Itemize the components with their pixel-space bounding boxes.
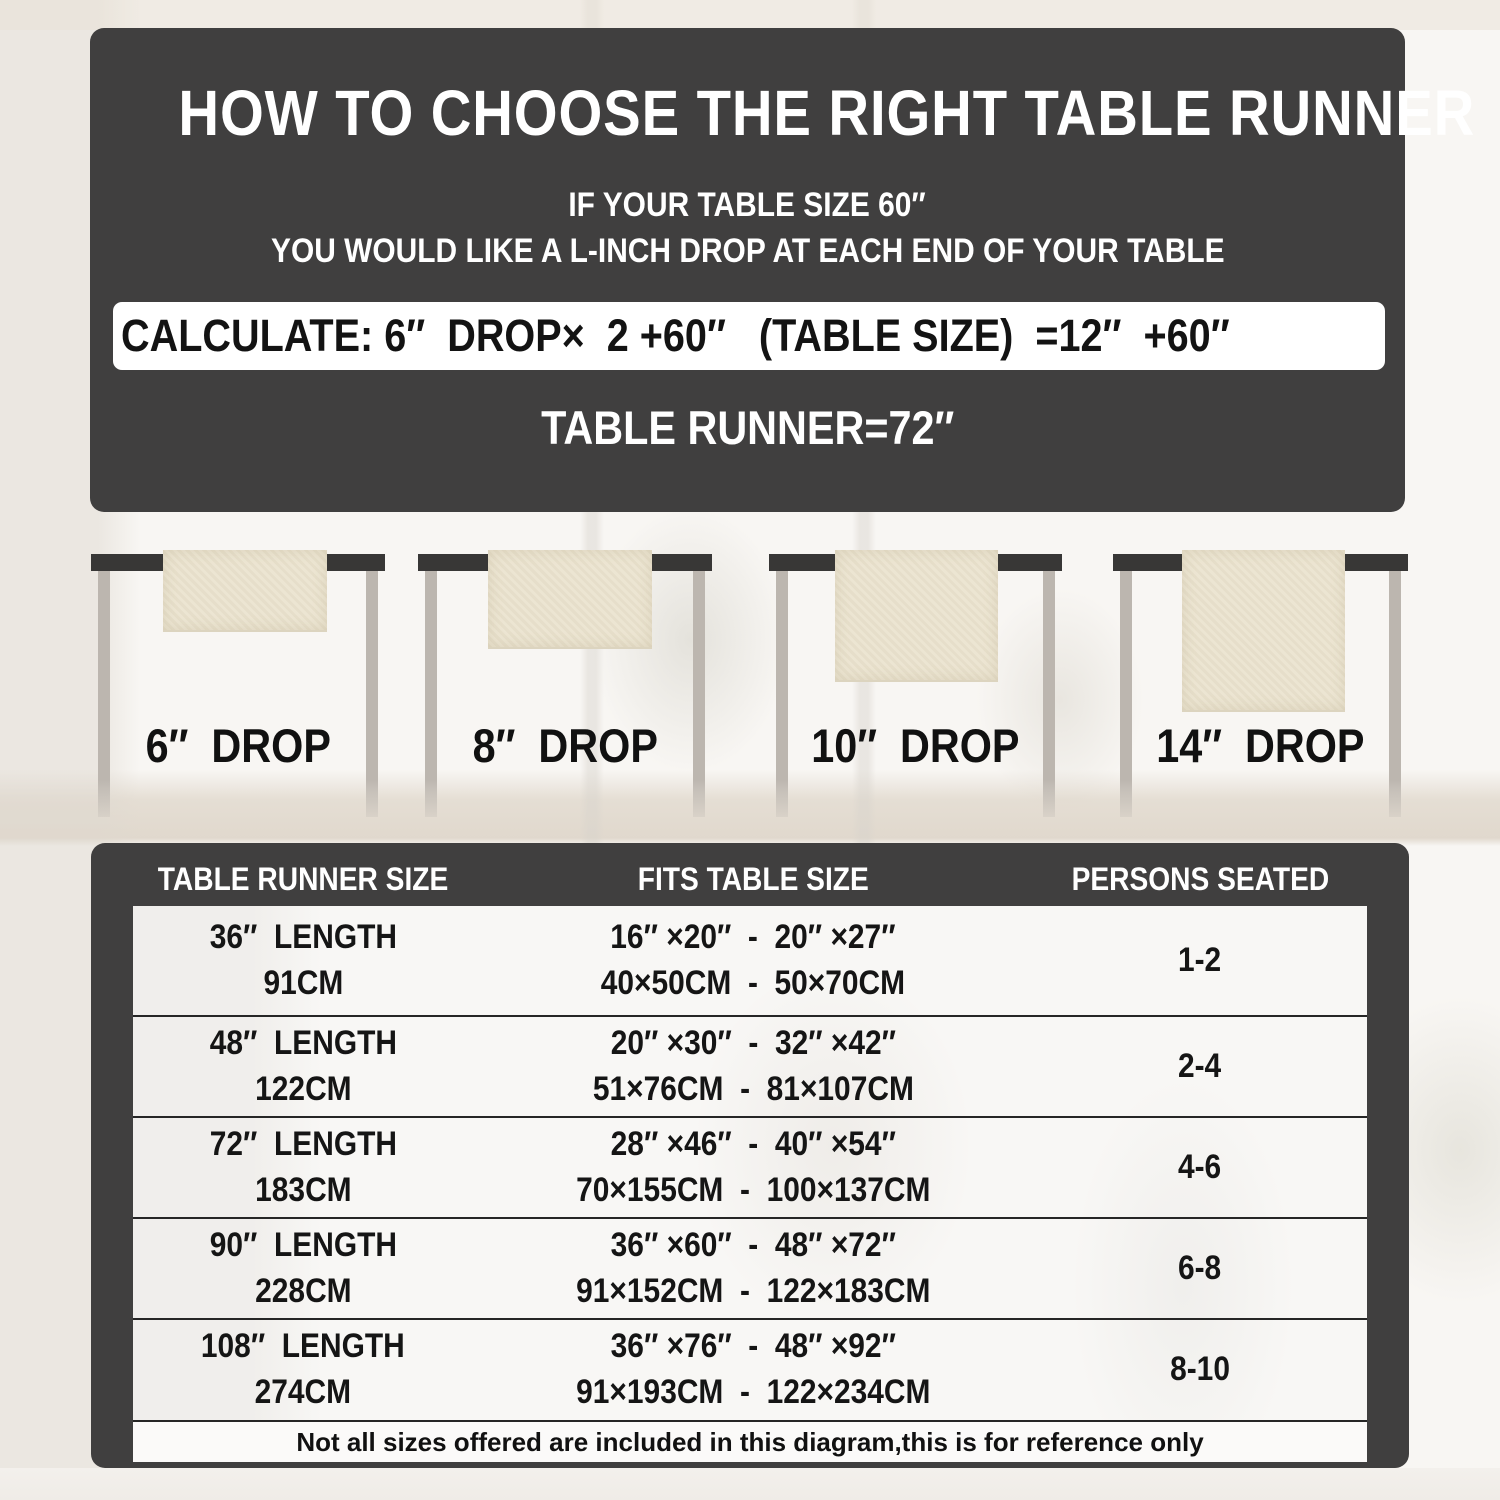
how-to-choose-panel [90,28,1476,512]
tabletop-end-cap [418,554,490,571]
table-row: 72″ LENGTH 183CM 28″ ×46″ - 40″ ×54″ 70×155CM - 100×137CM 4-6 [133,1118,1367,1219]
page-title-text: HOW TO CHOOSE THE RIGHT TABLE RUNNER [178,77,1476,149]
result-line: TABLE RUNNER=72″ [540,401,955,454]
page-title [90,76,1476,150]
table-row: 108″ LENGTH 274CM 36″ ×76″ - 48″ ×92″ 91×193CM - 122×234CM 8-10 [133,1320,1367,1422]
table-row: 48″ LENGTH 122CM 20″ ×30″ - 32″ ×42″ 51×76CM - 81×107CM 2-4 [133,1017,1367,1118]
table-leg [776,569,788,817]
drop-label: 14″ DROP [1156,719,1365,772]
calculation-formula-bar [113,302,1385,370]
drop-label: 10″ DROP [811,719,1020,772]
tabletop-end-cap [91,554,163,571]
table-row: 90″ LENGTH 228CM 36″ ×60″ - 48″ ×72″ 91×152CM - 122×183CM 6-8 [133,1219,1367,1320]
table-leg [693,569,705,817]
table-leg [1389,569,1401,817]
tabletop-end-cap [1113,554,1185,571]
table-leg [1120,569,1132,817]
header-persons-seated: PERSONS SEATED [1071,860,1329,897]
table-leg [425,569,437,817]
drop-label: 8″ DROP [472,719,658,772]
tabletop-end-cap [990,554,1062,571]
table-runner-drape [835,550,998,682]
drop-diagram-10-inch [769,550,1062,812]
table-leg [366,569,378,817]
footnote-text: Not all sizes offered are included in this diagram,this is for reference only [296,1426,1204,1457]
size-chart-footnote-bar [133,1422,1367,1462]
table-runner-drape [1182,550,1345,712]
table-runner-drape [488,550,652,649]
tabletop-end-cap [1336,554,1408,571]
table-row: 36″ LENGTH 91CM 16″ ×20″ - 20″ ×27″ 40×50CM - 50×70CM 1-2 [133,906,1367,1017]
drop-diagram-6-inch [91,550,385,812]
size-chart-table [133,906,1367,1462]
drop-label: 6″ DROP [145,719,331,772]
drop-diagram-14-inch [1113,550,1408,812]
header-fits-table-size: FITS TABLE SIZE [637,860,869,897]
subtitle-line-1: IF YOUR TABLE SIZE 60″ [568,186,927,224]
header-table-runner-size: TABLE RUNNER SIZE [157,860,449,897]
subtitle-line-2: YOU WOULD LIKE A L-INCH DROP AT EACH END OF YOUR TABLE [270,232,1225,270]
table-runner-drape [163,550,327,632]
size-chart-panel [91,843,1409,1468]
drop-diagram-8-inch [418,550,712,812]
calculation-formula-text: CALCULATE: 6″ DROP× 2 +60″ (TABLE SIZE) =12″ +60″ [121,310,1230,361]
table-leg [98,569,110,817]
size-chart-header-row [133,855,1367,903]
tabletop-end-cap [769,554,841,571]
table-leg [1043,569,1055,817]
